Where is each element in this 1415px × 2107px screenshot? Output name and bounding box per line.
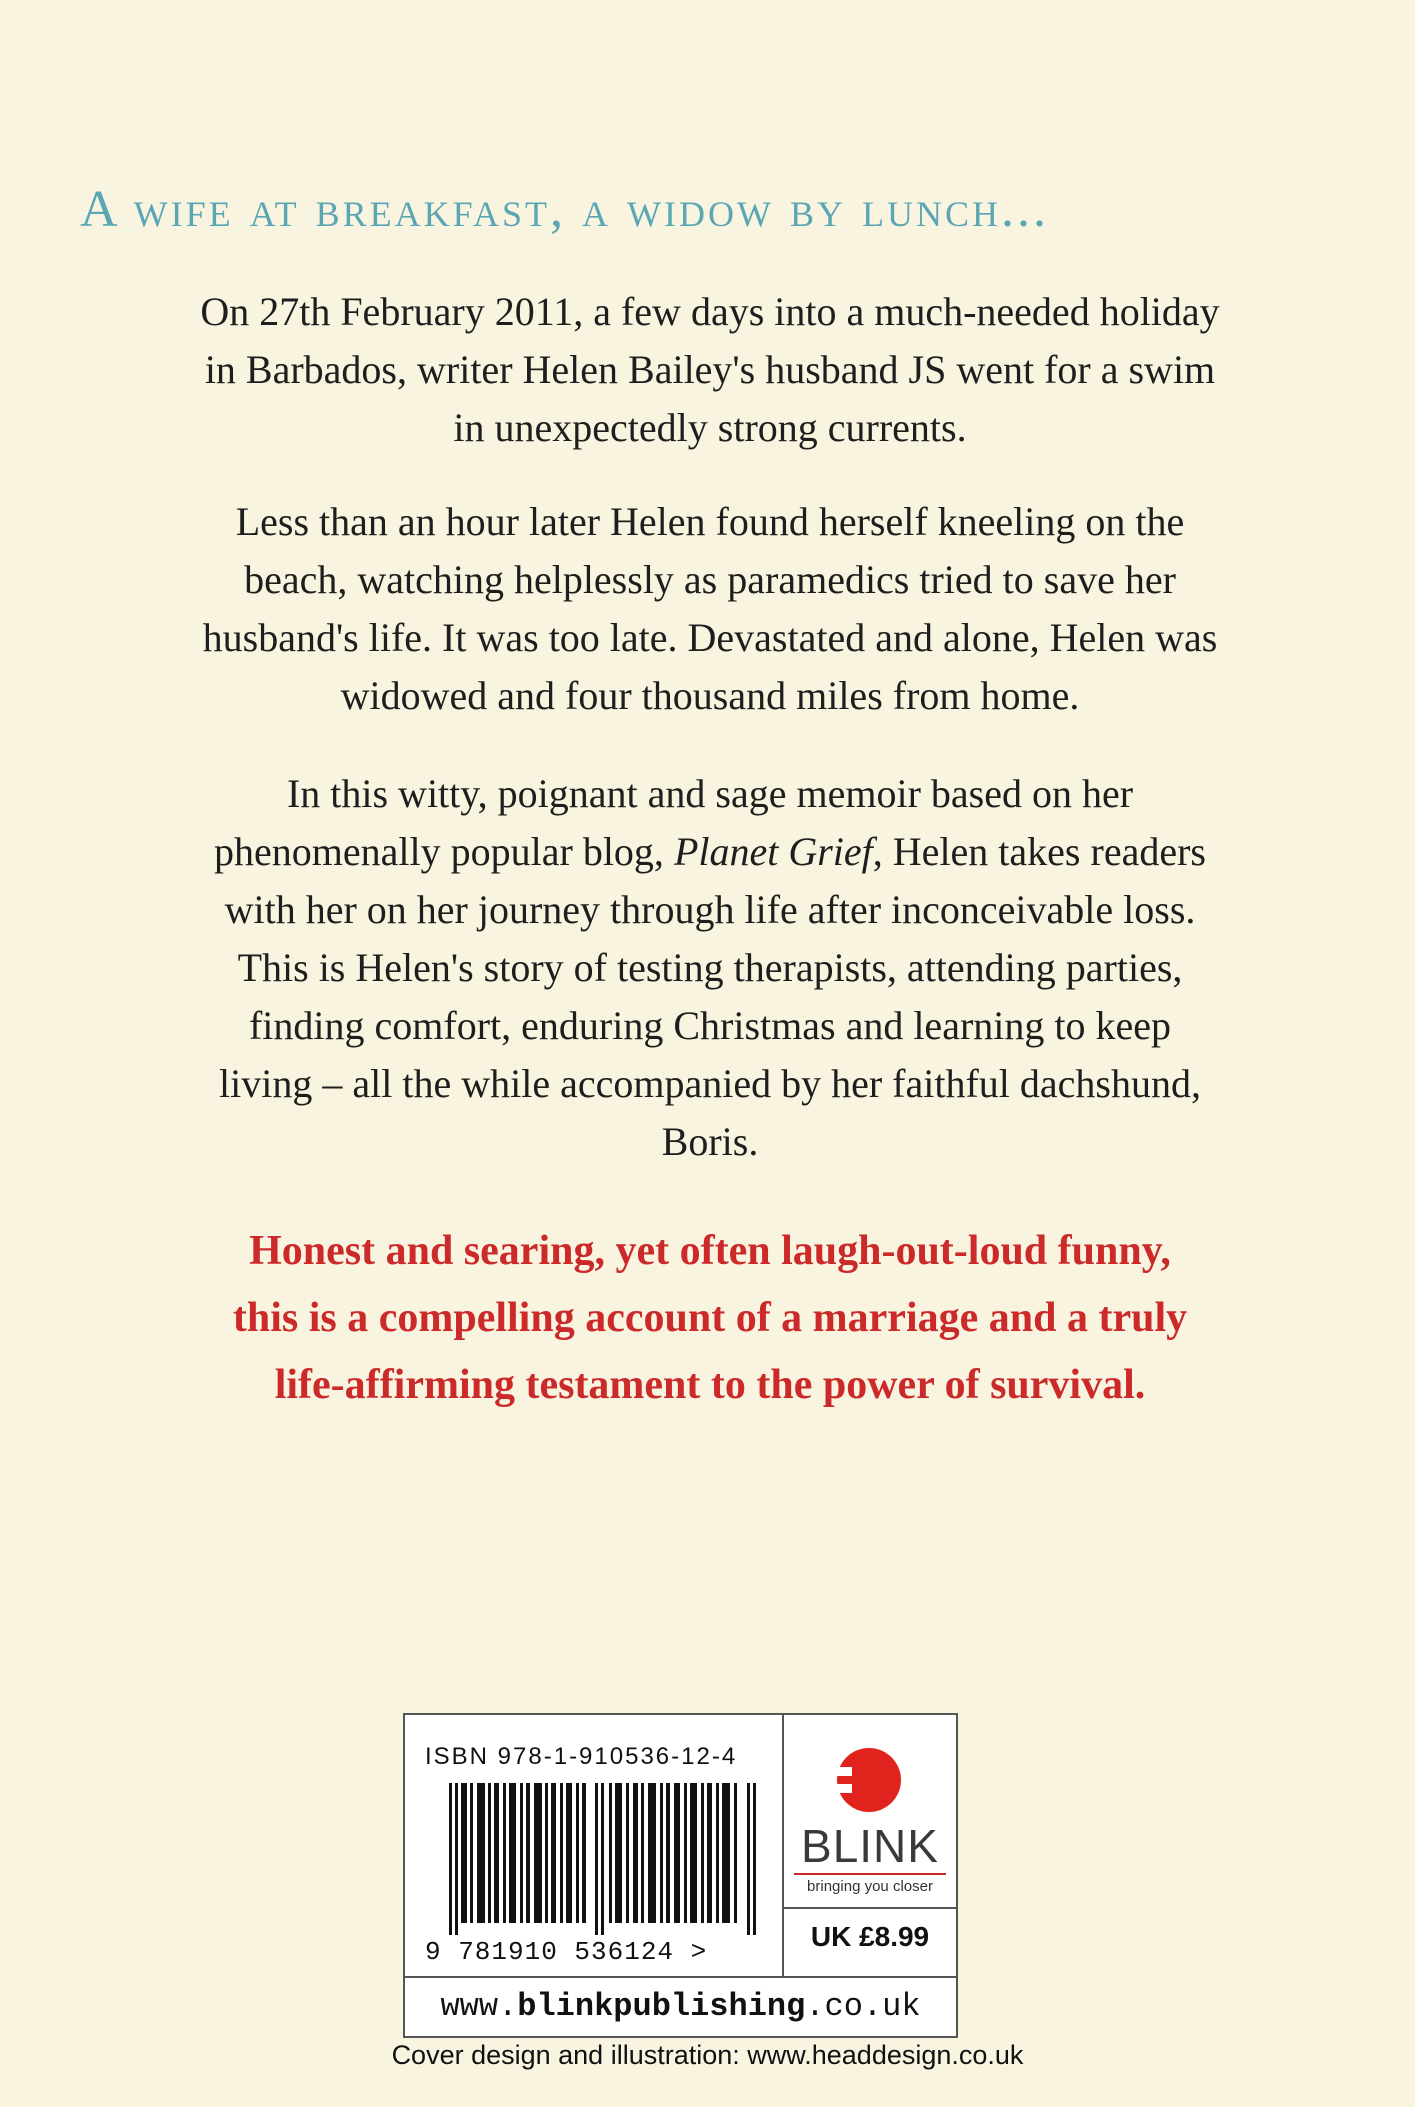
emphasis-blurb: [80, 1218, 1340, 1419]
text-fragment: phenomenally popular blog,: [214, 829, 674, 874]
headline: A wife at breakfast, a widow by lunch...: [80, 181, 1049, 238]
cover-credit: Cover design and illustration: www.headdesign.co.uk: [391, 2040, 1024, 2070]
text-line: life-affirming testament to the power of survival.: [274, 1362, 1146, 1408]
barcode-panel: [403, 1713, 958, 1978]
text-line: husband's life. It was too late. Devastated and alone, Helen was: [202, 615, 1218, 660]
publisher-name: BLINK: [801, 1820, 939, 1872]
blink-logo-icon: [834, 1745, 904, 1815]
barcode-section: [405, 1715, 784, 1976]
publisher-tagline: bringing you closer: [807, 1878, 933, 1895]
text-fragment: , Helen takes readers: [872, 829, 1206, 874]
text-line: in unexpectedly strong currents.: [453, 405, 967, 450]
url-suffix: .co.uk: [805, 1988, 921, 2025]
text-line: with her on her journey through life after inconceivable loss.: [224, 887, 1196, 932]
url-prefix: www.: [440, 1988, 518, 2025]
text-line: in Barbados, writer Helen Bailey's husband JS went for a swim: [204, 347, 1216, 392]
text-line: Less than an hour later Helen found herself kneeling on the: [235, 499, 1185, 544]
synopsis-paragraph-2: [80, 493, 1340, 725]
text-line: widowed and four thousand miles from home.: [340, 673, 1080, 718]
blog-title: Planet Grief: [673, 829, 873, 874]
text-line: On 27th February 2011, a few days into a much-needed holiday: [200, 289, 1220, 334]
barcode-icon: [449, 1783, 759, 1935]
text-line: In this witty, poignant and sage memoir based on her: [286, 771, 1134, 816]
text-line: living – all the while accompanied by her faithful dachshund,: [219, 1061, 1201, 1106]
synopsis-paragraph-1: [80, 283, 1340, 457]
text-line: Honest and searing, yet often laugh-out-loud funny,: [249, 1228, 1171, 1274]
text-line: [80, 823, 1340, 881]
text-line: This is Helen's story of testing therapists, attending parties,: [237, 945, 1183, 990]
isbn-label: ISBN 978-1-910536-12-4: [425, 1743, 738, 1770]
divider: [784, 1907, 956, 1909]
text-line: finding comfort, enduring Christmas and learning to keep: [248, 1003, 1171, 1048]
synopsis-paragraph-3: [80, 765, 1340, 1171]
publisher-website[interactable]: [403, 1976, 958, 2038]
text-line: this is a compelling account of a marriage and a truly: [232, 1295, 1188, 1341]
text-line: Boris.: [661, 1119, 759, 1164]
publisher-underline: [794, 1873, 946, 1875]
barcode-digits: 9 781910 536124 >: [425, 1937, 708, 1967]
publisher-section: [784, 1715, 956, 1976]
url-domain: blinkpublishing: [517, 1988, 806, 2025]
text-line: beach, watching helplessly as paramedics tried to save her: [244, 557, 1176, 602]
price-label: UK £8.99: [810, 1921, 930, 1952]
